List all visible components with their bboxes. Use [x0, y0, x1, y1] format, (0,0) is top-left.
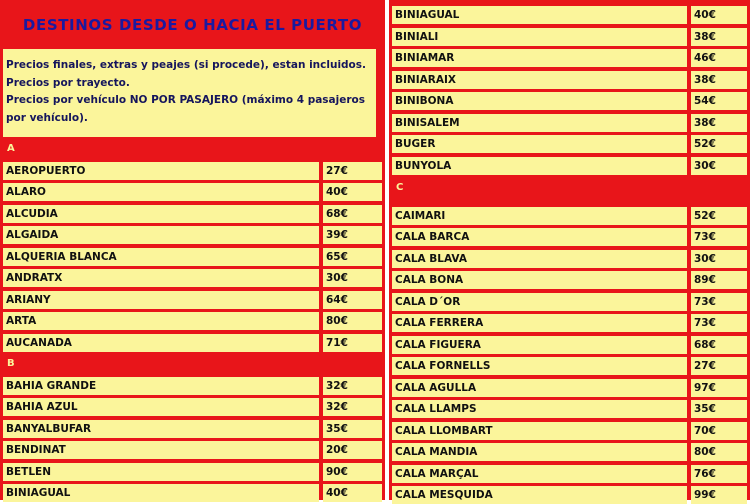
price-cell: 54€ [691, 92, 747, 110]
destination-cell: ALGAIDA [3, 226, 319, 244]
destination-cell: ALQUERIA BLANCA [3, 248, 319, 266]
table-row [392, 336, 747, 354]
table-row [3, 463, 382, 481]
price-cell: 35€ [691, 400, 747, 418]
table-row [3, 248, 382, 266]
price-cell: 40€ [691, 6, 747, 24]
table-row [3, 420, 382, 438]
pricing-notes [3, 49, 376, 137]
price-cell: 68€ [691, 336, 747, 354]
table-row [3, 205, 382, 223]
destination-cell: AEROPUERTO [3, 162, 319, 180]
price-cell: 32€ [323, 398, 382, 416]
price-cell: 40€ [323, 183, 382, 201]
price-cell: 90€ [323, 463, 382, 481]
price-cell: 70€ [691, 422, 747, 440]
destination-cell: CALA LLAMPS [392, 400, 687, 418]
table-row [3, 377, 382, 395]
table-row [3, 398, 382, 416]
price-cell: 52€ [691, 135, 747, 153]
destination-cell: CAIMARI [392, 207, 687, 225]
price-cell: 46€ [691, 49, 747, 67]
table-row [3, 183, 382, 201]
destination-cell: CALA MARÇAL [392, 465, 687, 483]
page-title: DESTINOS DESDE O HACIA EL PUERTO [3, 3, 382, 47]
section-letter-header: A [3, 140, 382, 158]
destination-cell: BINIARAIX [392, 71, 687, 89]
table-row [3, 269, 382, 287]
destination-cell: CALA LLOMBART [392, 422, 687, 440]
price-cell: 27€ [691, 357, 747, 375]
price-cell: 38€ [691, 114, 747, 132]
table-row [3, 441, 382, 459]
table-row [392, 28, 747, 46]
price-cell: 80€ [323, 312, 382, 330]
price-cell: 71€ [323, 334, 382, 352]
price-cell: 38€ [691, 71, 747, 89]
price-cell: 30€ [691, 250, 747, 268]
table-row [392, 293, 747, 311]
destination-cell: BINIAGUAL [3, 484, 319, 502]
price-cell: 20€ [323, 441, 382, 459]
table-row [3, 162, 382, 180]
destination-cell: CALA AGULLA [392, 379, 687, 397]
destination-cell: BINIALI [392, 28, 687, 46]
note-line: por vehículo). [6, 111, 88, 124]
table-row [392, 250, 747, 268]
table-row [392, 92, 747, 110]
table-row [392, 114, 747, 132]
table-row [3, 226, 382, 244]
destination-cell: BINIAMAR [392, 49, 687, 67]
destination-cell: CALA FIGUERA [392, 336, 687, 354]
price-cell: 73€ [691, 228, 747, 246]
note-line: Precios por trayecto. [6, 76, 130, 89]
right-price-column [389, 0, 750, 500]
destination-cell: BAHIA AZUL [3, 398, 319, 416]
destination-cell: BINISALEM [392, 114, 687, 132]
destination-cell: BENDINAT [3, 441, 319, 459]
section-letter-header: B [3, 355, 382, 373]
destination-cell: CALA FERRERA [392, 314, 687, 332]
price-cell: 73€ [691, 314, 747, 332]
destination-cell: CALA D´OR [392, 293, 687, 311]
destination-cell: BUGER [392, 135, 687, 153]
table-row [3, 334, 382, 352]
table-row [392, 6, 747, 24]
table-row [392, 357, 747, 375]
table-row [392, 422, 747, 440]
destination-cell: CALA BLAVA [392, 250, 687, 268]
price-cell: 39€ [323, 226, 382, 244]
destination-cell: ALCUDIA [3, 205, 319, 223]
price-cell: 52€ [691, 207, 747, 225]
price-cell: 65€ [323, 248, 382, 266]
table-row [392, 228, 747, 246]
price-cell: 30€ [323, 269, 382, 287]
destination-cell: AUCANADA [3, 334, 319, 352]
price-cell: 32€ [323, 377, 382, 395]
table-row [392, 379, 747, 397]
price-cell: 99€ [691, 486, 747, 504]
destination-cell: ARIANY [3, 291, 319, 309]
table-row [392, 271, 747, 289]
price-cell: 40€ [323, 484, 382, 502]
destination-cell: ARTA [3, 312, 319, 330]
table-row [3, 312, 382, 330]
price-cell: 73€ [691, 293, 747, 311]
section-letter-header: C [392, 179, 747, 197]
destination-cell: CALA FORNELLS [392, 357, 687, 375]
price-cell: 80€ [691, 443, 747, 461]
price-cell: 97€ [691, 379, 747, 397]
price-cell: 89€ [691, 271, 747, 289]
note-line: Precios finales, extras y peajes (si procede), estan incluidos. [6, 59, 367, 71]
destination-cell: ALARO [3, 183, 319, 201]
price-cell: 64€ [323, 291, 382, 309]
price-cell: 30€ [691, 157, 747, 175]
table-row [392, 71, 747, 89]
destination-cell: BINIBONA [392, 92, 687, 110]
table-row [392, 486, 747, 504]
price-cell: 68€ [323, 205, 382, 223]
price-cell: 27€ [323, 162, 382, 180]
destination-cell: CALA BONA [392, 271, 687, 289]
destination-cell: BAHIA GRANDE [3, 377, 319, 395]
destination-cell: CALA MESQUIDA [392, 486, 687, 504]
price-cell: 38€ [691, 28, 747, 46]
destination-cell: CALA BARCA [392, 228, 687, 246]
table-row [3, 484, 382, 502]
table-row [392, 157, 747, 175]
table-row [392, 207, 747, 225]
table-row [392, 49, 747, 67]
table-row [392, 465, 747, 483]
price-cell: 76€ [691, 465, 747, 483]
table-row [3, 291, 382, 309]
table-row [392, 443, 747, 461]
destination-cell: BETLEN [3, 463, 319, 481]
destination-cell: ANDRATX [3, 269, 319, 287]
destination-cell: BUNYOLA [392, 157, 687, 175]
table-row [392, 314, 747, 332]
destination-cell: BINIAGUAL [392, 6, 687, 24]
table-row [392, 400, 747, 418]
note-line: Precios por vehículo NO POR PASAJERO (máximo 4 pasajeros [6, 94, 365, 106]
destination-cell: CALA MANDIA [392, 443, 687, 461]
price-cell: 35€ [323, 420, 382, 438]
destination-cell: BANYALBUFAR [3, 420, 319, 438]
table-row [392, 135, 747, 153]
